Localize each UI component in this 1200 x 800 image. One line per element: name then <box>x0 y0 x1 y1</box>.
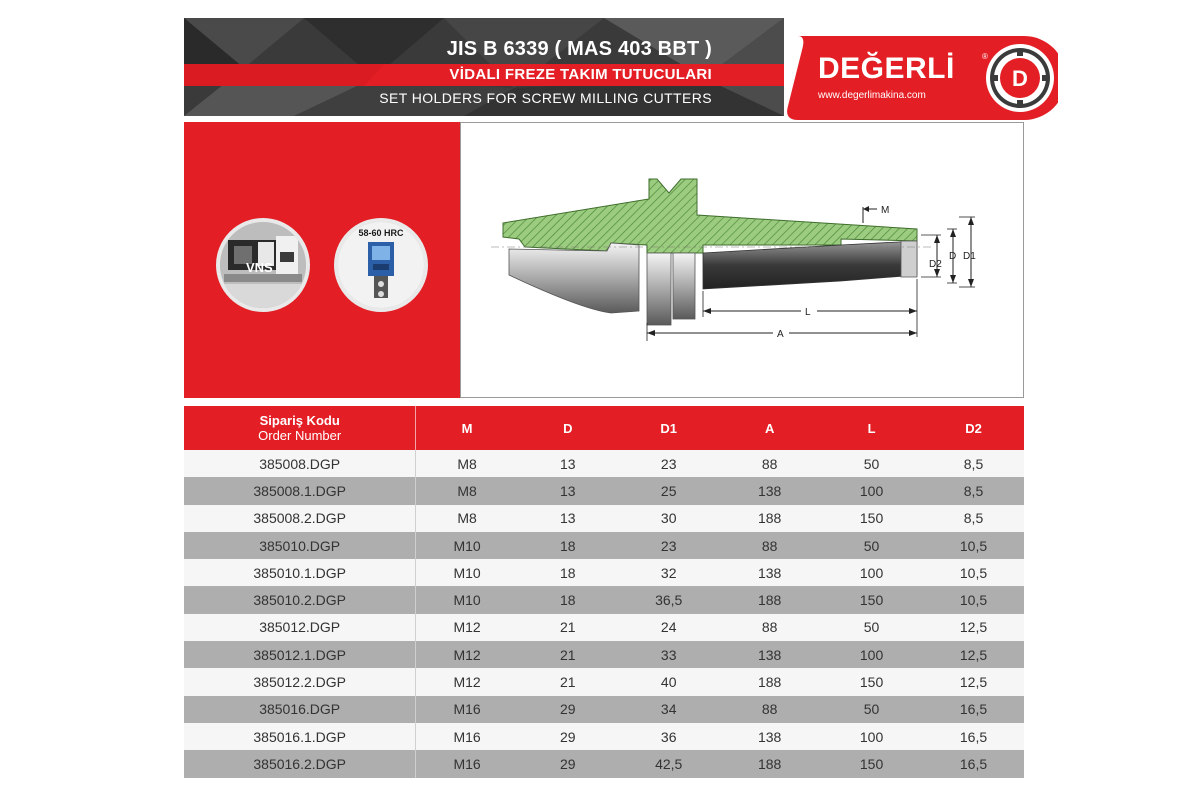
table-row <box>184 586 1024 613</box>
cell-d1: 24 <box>618 614 720 641</box>
cell-order-number: 385016.DGP <box>184 696 416 723</box>
cell-d2: 8,5 <box>924 477 1024 504</box>
hrc-feature-icon <box>334 218 428 312</box>
cell-a: 138 <box>720 477 820 504</box>
dim-label-d2: D2 <box>929 259 942 270</box>
tool-holder-drawing <box>461 123 1023 397</box>
cell-d2: 8,5 <box>924 450 1024 477</box>
cell-l: 100 <box>820 559 924 586</box>
header-banner <box>184 18 784 116</box>
header-m: M <box>416 406 518 450</box>
cell-d2: 12,5 <box>924 641 1024 668</box>
page-title: JIS B 6339 ( MAS 403 BBT ) <box>446 38 712 60</box>
header-order-en: Order Number <box>258 428 342 443</box>
cell-l: 100 <box>820 477 924 504</box>
cell-m: M8 <box>416 505 518 532</box>
subtitle-turkish: VİDALI FREZE TAKIM TUTUCULARI <box>449 66 712 83</box>
table-row <box>184 477 1024 504</box>
cell-order-number: 385012.1.DGP <box>184 641 416 668</box>
cell-d1: 42,5 <box>618 750 720 777</box>
cell-m: M12 <box>416 668 518 695</box>
cell-a: 88 <box>720 450 820 477</box>
header-d1: D1 <box>618 406 720 450</box>
cell-order-number: 385012.2.DGP <box>184 668 416 695</box>
brand-name: DEĞERLİ <box>818 52 955 85</box>
cell-a: 188 <box>720 750 820 777</box>
cell-d: 13 <box>518 505 618 532</box>
cell-m: M12 <box>416 641 518 668</box>
cell-order-number: 385008.1.DGP <box>184 477 416 504</box>
cell-m: M8 <box>416 477 518 504</box>
cell-d2: 16,5 <box>924 696 1024 723</box>
table-row <box>184 532 1024 559</box>
cell-a: 138 <box>720 723 820 750</box>
header-l: L <box>820 406 924 450</box>
cell-order-number: 385008.DGP <box>184 450 416 477</box>
cell-d1: 23 <box>618 532 720 559</box>
vns-label: VNS <box>246 260 273 275</box>
cell-m: M10 <box>416 559 518 586</box>
cell-order-number: 385016.1.DGP <box>184 723 416 750</box>
cell-m: M10 <box>416 586 518 613</box>
dim-label-m: M <box>881 205 890 216</box>
cell-d: 29 <box>518 696 618 723</box>
registered-mark: ® <box>982 52 988 61</box>
cell-d2: 10,5 <box>924 559 1024 586</box>
feature-panel <box>184 122 460 398</box>
cell-d1: 33 <box>618 641 720 668</box>
cell-d: 21 <box>518 668 618 695</box>
dim-label-l: L <box>805 307 811 318</box>
cell-l: 100 <box>820 723 924 750</box>
table-body <box>184 450 1024 778</box>
cell-d2: 8,5 <box>924 505 1024 532</box>
cell-order-number: 385010.2.DGP <box>184 586 416 613</box>
cell-a: 188 <box>720 586 820 613</box>
cell-d2: 16,5 <box>924 723 1024 750</box>
cell-d1: 40 <box>618 668 720 695</box>
technical-drawing <box>460 122 1024 398</box>
cell-a: 88 <box>720 532 820 559</box>
cell-l: 150 <box>820 668 924 695</box>
hardness-tester-icon <box>338 222 424 308</box>
cell-d2: 16,5 <box>924 750 1024 777</box>
cell-a: 88 <box>720 696 820 723</box>
cell-d: 21 <box>518 614 618 641</box>
subtitle-english: SET HOLDERS FOR SCREW MILLING CUTTERS <box>379 90 712 106</box>
cell-order-number: 385016.2.DGP <box>184 750 416 777</box>
header-order-number <box>184 406 416 450</box>
cell-m: M16 <box>416 750 518 777</box>
cell-order-number: 385012.DGP <box>184 614 416 641</box>
cell-a: 138 <box>720 641 820 668</box>
cell-m: M16 <box>416 696 518 723</box>
cell-l: 50 <box>820 614 924 641</box>
specification-table <box>184 406 1024 778</box>
cell-l: 50 <box>820 696 924 723</box>
cell-order-number: 385010.DGP <box>184 532 416 559</box>
cell-l: 150 <box>820 505 924 532</box>
dim-label-d: D <box>949 251 957 262</box>
cell-d: 13 <box>518 450 618 477</box>
cell-d1: 36 <box>618 723 720 750</box>
vns-feature-icon <box>216 218 310 312</box>
header-order-tr: Sipariş Kodu <box>259 413 340 428</box>
cell-a: 138 <box>720 559 820 586</box>
table-row <box>184 641 1024 668</box>
machine-icon <box>220 222 306 308</box>
cell-a: 188 <box>720 505 820 532</box>
cell-d: 18 <box>518 586 618 613</box>
cell-d: 21 <box>518 641 618 668</box>
cell-l: 150 <box>820 586 924 613</box>
cell-d: 18 <box>518 532 618 559</box>
dim-label-d1: D1 <box>963 251 976 262</box>
table-row <box>184 505 1024 532</box>
website-link: www.degerlimakina.com <box>818 90 926 101</box>
cell-m: M16 <box>416 723 518 750</box>
brand-logo <box>784 36 1058 120</box>
cell-d2: 10,5 <box>924 586 1024 613</box>
header-d2: D2 <box>924 406 1024 450</box>
cell-a: 188 <box>720 668 820 695</box>
cell-d1: 36,5 <box>618 586 720 613</box>
cell-d: 18 <box>518 559 618 586</box>
cell-l: 100 <box>820 641 924 668</box>
cell-a: 88 <box>720 614 820 641</box>
table-row <box>184 559 1024 586</box>
table-row <box>184 696 1024 723</box>
table-row <box>184 750 1024 777</box>
cell-d: 29 <box>518 723 618 750</box>
cell-d1: 34 <box>618 696 720 723</box>
cell-d: 13 <box>518 477 618 504</box>
cell-d2: 12,5 <box>924 614 1024 641</box>
table-row <box>184 723 1024 750</box>
hrc-label: 58-60 HRC <box>358 228 404 238</box>
table-row <box>184 450 1024 477</box>
cell-order-number: 385010.1.DGP <box>184 559 416 586</box>
cell-d1: 23 <box>618 450 720 477</box>
cell-order-number: 385008.2.DGP <box>184 505 416 532</box>
cell-l: 50 <box>820 450 924 477</box>
cell-d: 29 <box>518 750 618 777</box>
cell-m: M8 <box>416 450 518 477</box>
header-d: D <box>518 406 618 450</box>
table-header-row <box>184 406 1024 450</box>
cell-m: M12 <box>416 614 518 641</box>
header-a: A <box>720 406 820 450</box>
cell-l: 150 <box>820 750 924 777</box>
cell-d1: 30 <box>618 505 720 532</box>
table-row <box>184 668 1024 695</box>
table-row <box>184 614 1024 641</box>
emblem-letter: D <box>1012 66 1028 91</box>
cell-d2: 12,5 <box>924 668 1024 695</box>
cell-d2: 10,5 <box>924 532 1024 559</box>
cell-l: 50 <box>820 532 924 559</box>
dim-label-a: A <box>777 329 784 340</box>
cell-d1: 32 <box>618 559 720 586</box>
cell-m: M10 <box>416 532 518 559</box>
cell-d1: 25 <box>618 477 720 504</box>
